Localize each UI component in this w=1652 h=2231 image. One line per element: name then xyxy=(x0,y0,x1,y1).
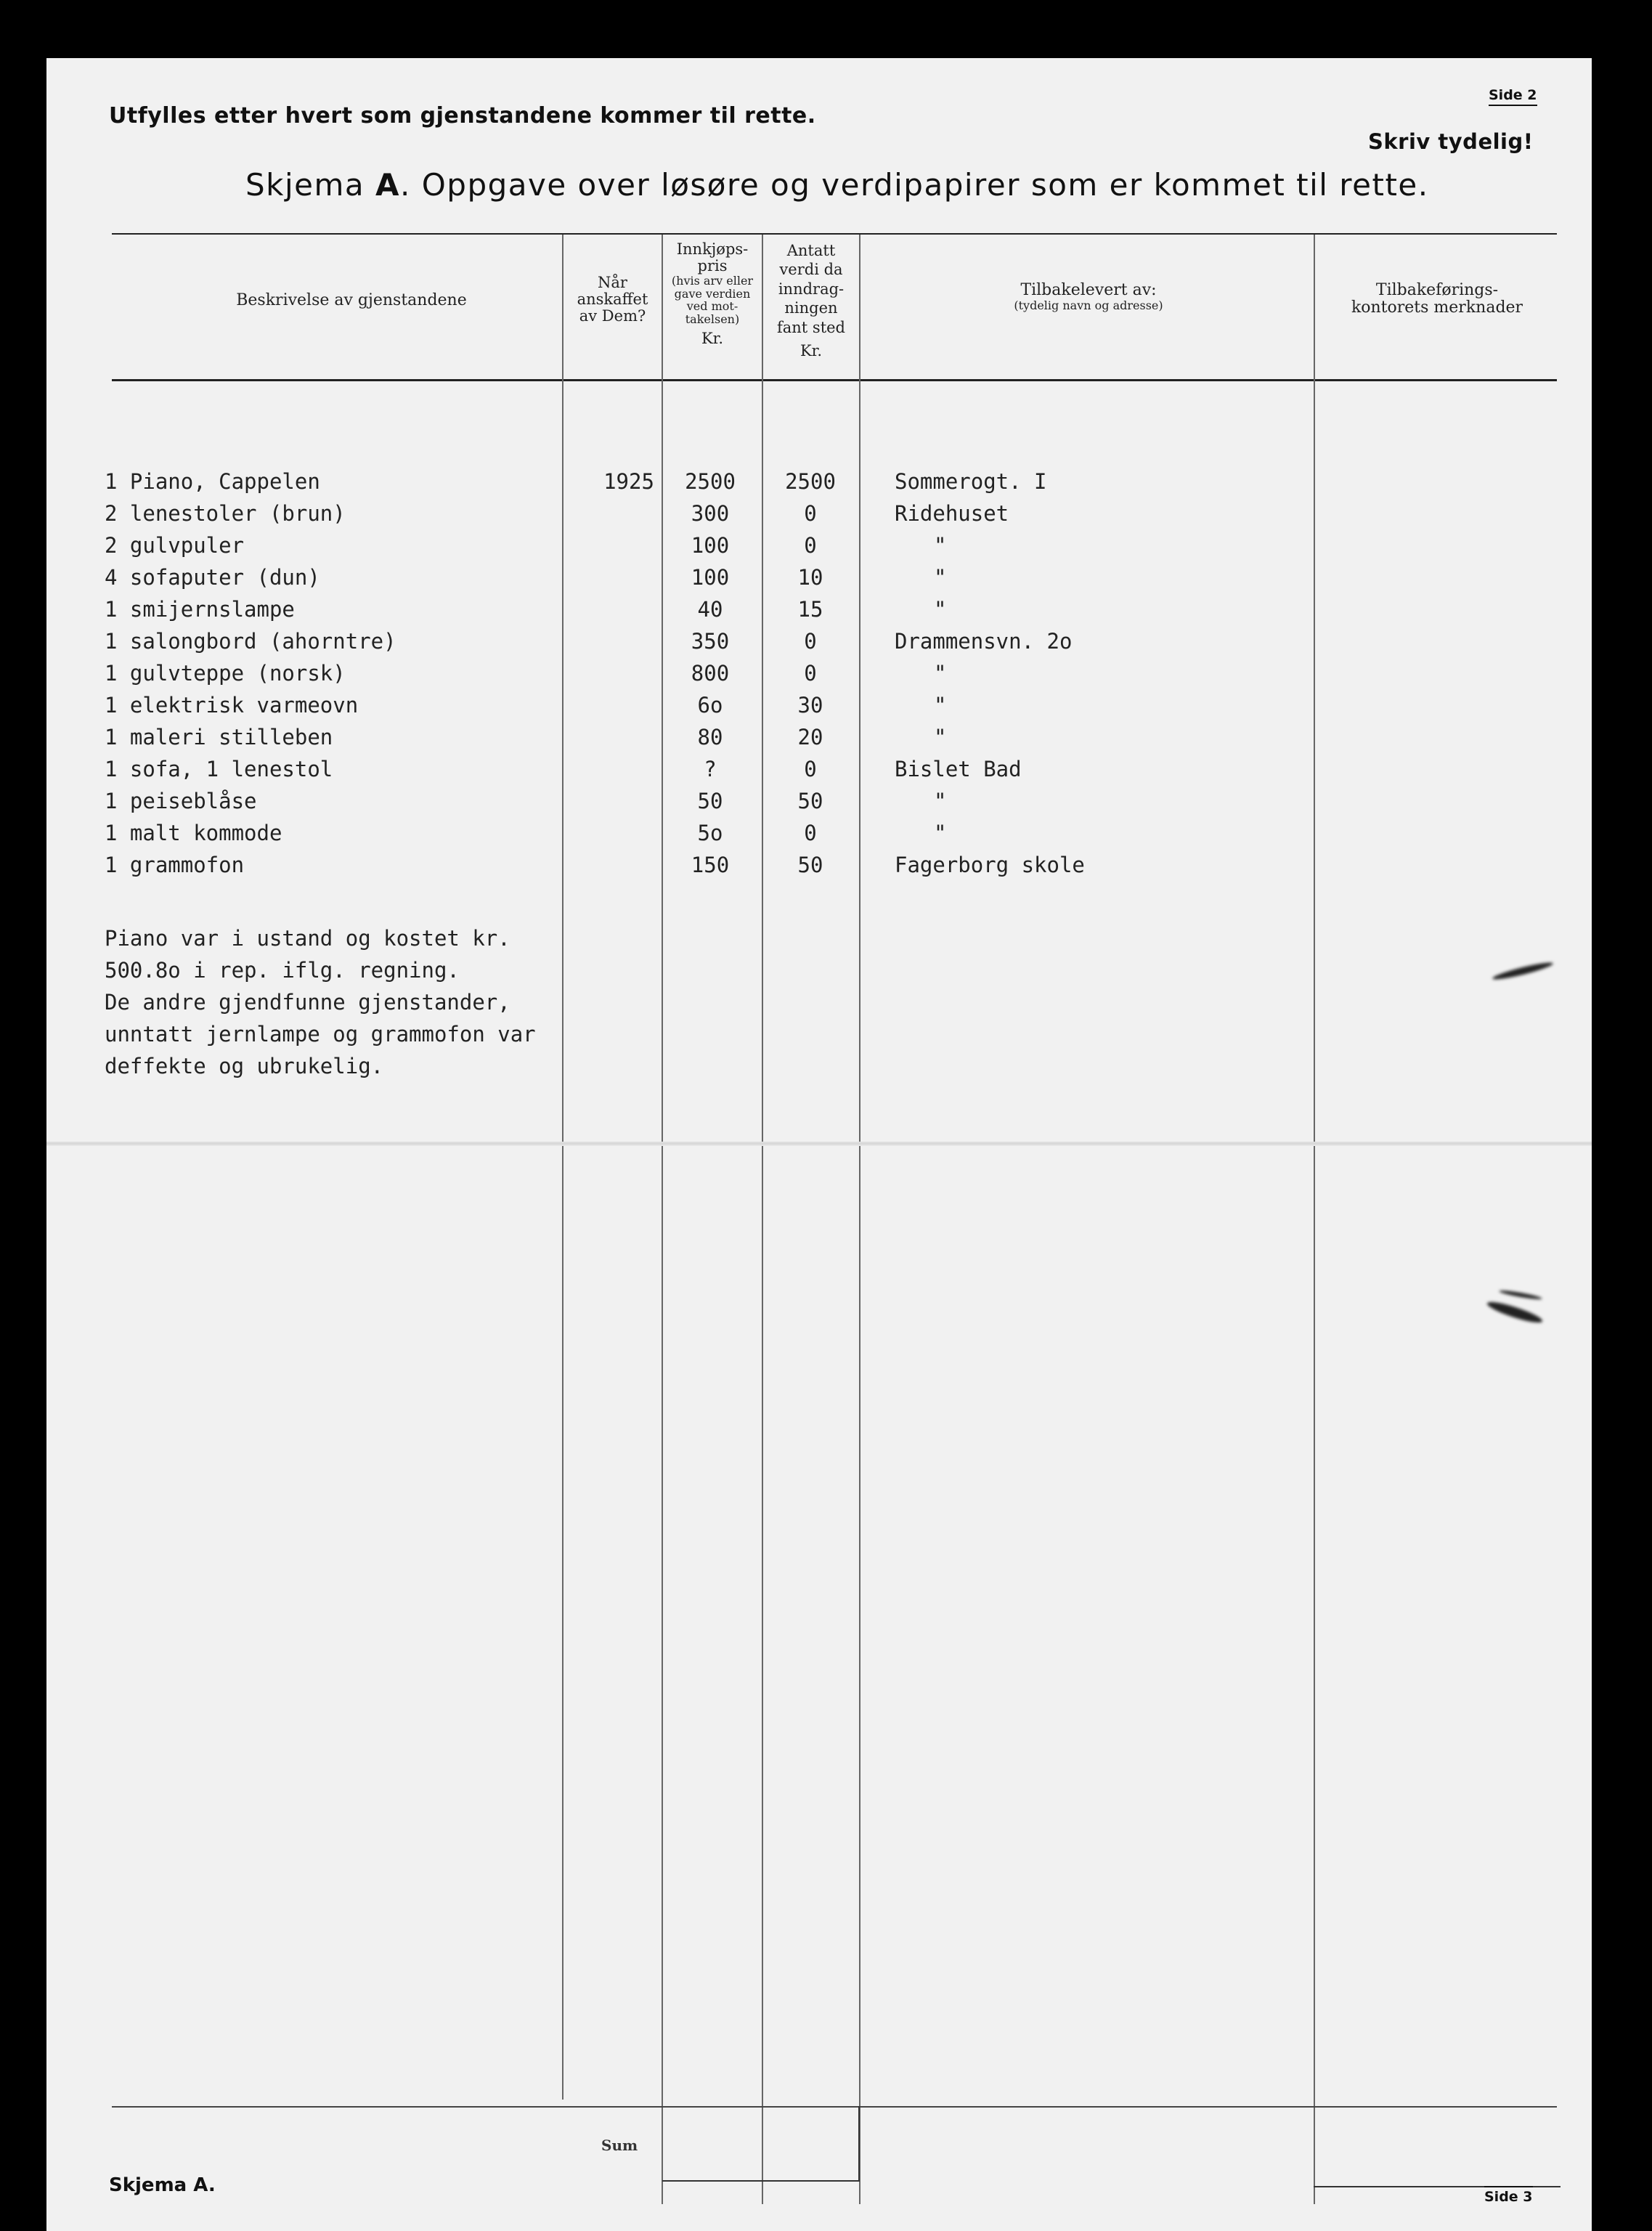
item-price: 80 xyxy=(697,725,723,749)
header-description: Beskrivelse av gjenstandene xyxy=(236,291,467,309)
footer-skjema-letter: A. xyxy=(193,2174,216,2196)
page-number-top: Side 2 xyxy=(1489,87,1537,106)
sum-top-rule xyxy=(112,2106,1557,2108)
header-when-line: Når xyxy=(598,274,627,291)
table-row xyxy=(46,757,1592,789)
item-price: 6o xyxy=(697,693,723,718)
ink-smudge xyxy=(1492,960,1554,983)
form-title xyxy=(245,167,1429,203)
header-price-line: takelsen) xyxy=(685,312,740,326)
header-office-remarks xyxy=(1317,282,1557,317)
header-when-line: anskaffet xyxy=(577,290,648,309)
header-price-line: pris xyxy=(697,257,728,275)
item-description: 1 grammofon xyxy=(105,853,245,877)
item-description: 1 elektrisk varmeovn xyxy=(105,693,359,718)
note-line: deffekte og ubrukelig. xyxy=(105,1054,384,1078)
item-value: 0 xyxy=(804,821,817,845)
table-row xyxy=(46,469,1592,501)
write-clearly-note: Skriv tydelig! xyxy=(1368,129,1534,154)
table-top-rule xyxy=(112,233,1557,235)
form-title-letter: A xyxy=(375,167,401,203)
sum-label: Sum xyxy=(601,2137,638,2154)
table-row xyxy=(46,725,1592,757)
item-price: ? xyxy=(704,757,717,781)
item-description: 1 sofa, 1 lenestol xyxy=(105,757,333,781)
item-returned-by: " xyxy=(934,533,947,558)
item-description: 1 gulvteppe (norsk) xyxy=(105,661,346,686)
item-price: 2500 xyxy=(685,469,736,494)
header-when-acquired xyxy=(563,275,662,325)
header-price-unit: Kr. xyxy=(701,329,724,347)
item-description: 1 Piano, Cappelen xyxy=(105,469,320,494)
item-description: 2 lenestoler (brun) xyxy=(105,501,346,526)
item-returned-by: Fagerborg skole xyxy=(895,853,1085,877)
item-returned-by: " xyxy=(934,661,947,686)
item-value: 2500 xyxy=(785,469,836,494)
header-when-line: av Dem? xyxy=(579,307,646,325)
item-returned-by: Ridehuset xyxy=(895,501,1009,526)
item-returned-by: Bislet Bad xyxy=(895,757,1022,781)
item-value: 30 xyxy=(797,693,823,718)
header-bottom-rule xyxy=(112,379,1557,381)
header-value-line: Antatt xyxy=(786,242,836,259)
form-title-rest: . Oppgave over løsøre og verdipapirer som er kommet til rette. xyxy=(400,167,1429,203)
item-price: 800 xyxy=(691,661,730,686)
header-price-line: gave verdien xyxy=(674,286,751,301)
header-price-line: ved mot- xyxy=(686,299,738,314)
item-value: 0 xyxy=(804,757,817,781)
item-value: 0 xyxy=(804,629,817,654)
page-number-bottom: Side 3 xyxy=(1484,2186,1533,2205)
item-returned-by: " xyxy=(934,821,947,845)
table-row xyxy=(46,565,1592,597)
ink-smudge xyxy=(1486,1299,1544,1326)
header-remarks-line: Tilbakeførings- xyxy=(1375,281,1499,299)
sum-box-bottom xyxy=(662,2180,860,2182)
header-value-line: fant sted xyxy=(776,318,846,336)
item-year: 1925 xyxy=(603,469,654,494)
item-description: 1 salongbord (ahorntre) xyxy=(105,629,396,654)
item-description: 4 sofaputer (dun) xyxy=(105,565,320,590)
footer-skjema-word: Skjema xyxy=(109,2174,187,2196)
paper-fold xyxy=(46,1142,1592,1146)
header-value-unit: Kr. xyxy=(799,342,823,360)
item-value: 0 xyxy=(804,661,817,686)
note-line: unntatt jernlampe og grammofon var xyxy=(105,1022,536,1047)
item-price: 300 xyxy=(691,501,730,526)
item-price: 350 xyxy=(691,629,730,654)
item-value: 50 xyxy=(797,853,823,877)
item-description: 1 malt kommode xyxy=(105,821,282,845)
item-price: 100 xyxy=(691,565,730,590)
item-value: 50 xyxy=(797,789,823,813)
header-returned-hint: (tydelig navn og adresse) xyxy=(1014,298,1163,313)
table-row xyxy=(46,501,1592,533)
sum-box-right xyxy=(858,2106,860,2182)
item-value: 0 xyxy=(804,501,817,526)
header-estimated-value xyxy=(763,241,859,361)
item-returned-by: " xyxy=(934,597,947,622)
fill-instruction: Utfylles etter hvert som gjenstandene kommer til rette. xyxy=(109,103,816,129)
header-value-line: verdi da xyxy=(779,261,843,279)
item-description: 2 gulvpuler xyxy=(105,533,245,558)
item-value: 20 xyxy=(797,725,823,749)
note-line: Piano var i ustand og kostet kr. xyxy=(105,926,510,951)
item-returned-by: Sommerogt. I xyxy=(895,469,1047,494)
item-description: 1 peiseblåse xyxy=(105,789,257,813)
item-value: 0 xyxy=(804,533,817,558)
item-returned-by: " xyxy=(934,565,947,590)
ink-smudge xyxy=(1499,1289,1542,1301)
item-description: 1 smijernslampe xyxy=(105,597,295,622)
table-row xyxy=(46,533,1592,565)
header-price-line: Innkjøps- xyxy=(676,240,749,258)
typed-note xyxy=(105,922,536,1082)
item-returned-by: " xyxy=(934,693,947,718)
header-remarks-line: kontorets merknader xyxy=(1351,298,1523,317)
table-row xyxy=(46,789,1592,821)
table-row xyxy=(46,821,1592,853)
item-price: 5o xyxy=(697,821,723,845)
item-price: 50 xyxy=(697,789,723,813)
item-value: 15 xyxy=(797,597,823,622)
header-purchase-price xyxy=(663,241,762,347)
form-title-prefix: Skjema xyxy=(245,167,365,203)
note-line: 500.8o i rep. iflg. regning. xyxy=(105,958,460,983)
item-description: 1 maleri stilleben xyxy=(105,725,333,749)
item-price: 40 xyxy=(697,597,723,622)
table-row xyxy=(46,597,1592,629)
item-returned-by: " xyxy=(934,725,947,749)
item-returned-by: " xyxy=(934,789,947,813)
table-row xyxy=(46,629,1592,661)
item-returned-by: Drammensvn. 2o xyxy=(895,629,1073,654)
header-returned-line: Tilbakelevert av: xyxy=(1020,281,1157,299)
form-footer-name xyxy=(109,2174,216,2196)
item-price: 150 xyxy=(691,853,730,877)
item-price: 100 xyxy=(691,533,730,558)
form-page xyxy=(46,58,1592,2231)
note-line: De andre gjendfunne gjenstander, xyxy=(105,990,510,1015)
header-returned-by xyxy=(863,282,1314,312)
header-value-line: inndrag- xyxy=(778,280,845,298)
header-price-line: (hvis arv eller xyxy=(671,274,754,288)
header-value-line: ningen xyxy=(784,299,838,317)
table-row xyxy=(46,693,1592,725)
table-row xyxy=(46,853,1592,885)
item-value: 10 xyxy=(797,565,823,590)
table-row xyxy=(46,661,1592,693)
